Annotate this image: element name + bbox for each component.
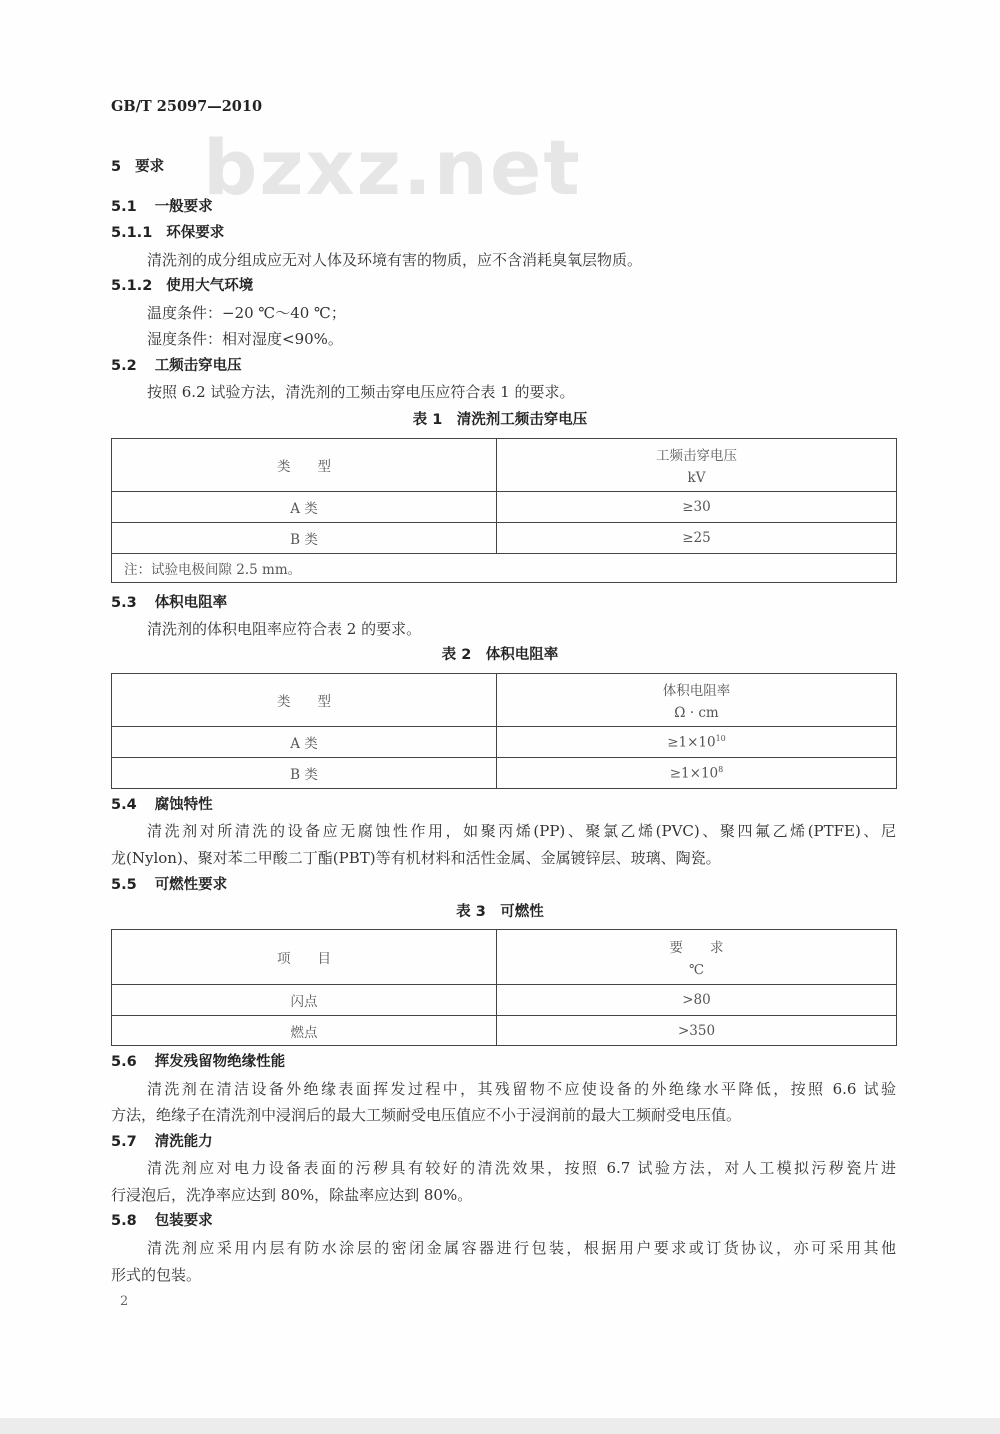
- header-unit: kV: [687, 470, 706, 486]
- temperature-condition: 温度条件：−20 ℃～40 ℃；: [147, 304, 346, 322]
- paragraph-line: 龙(Nylon)、聚对苯二甲酸二丁酯(PBT)等有机材料和活性金属、金属镀锌层、玻璃、陶瓷。: [111, 849, 721, 867]
- value-exponent: 10: [715, 733, 726, 743]
- header-label: 工频击穿电压: [656, 448, 737, 464]
- section-number: 5.1.1: [111, 225, 153, 241]
- humidity-condition: 湿度条件：相对湿度<90%。: [147, 330, 343, 348]
- paragraph-line: 清洗剂对所清洗的设备应无腐蚀性作用，如聚丙烯(PP)、聚氯乙烯(PVC)、聚四氟乙烯(PTFE)、尼: [147, 822, 896, 840]
- table-note: 注：试验电极间隙 2.5 mm。: [112, 554, 897, 583]
- value-base: ≥1×10: [667, 734, 716, 751]
- paragraph-line: 行浸泡后，洗净率应达到 80%，除盐率应达到 80%。: [111, 1186, 473, 1204]
- section-title: 挥发残留物绝缘性能: [154, 1054, 286, 1070]
- paragraph-line: 清洗剂在清洁设备外绝缘表面挥发过程中，其残留物不应使设备的外绝缘水平降低，按照 6.6 试验: [147, 1080, 896, 1098]
- table-3-caption: 表 3 可燃性: [456, 904, 544, 920]
- viewer-bottom-bar: [0, 1418, 1000, 1434]
- section-number: 5.6: [111, 1054, 137, 1070]
- section-5-5-heading: [111, 875, 227, 895]
- section-5-6-heading: [111, 1052, 285, 1072]
- section-5-7-heading: [111, 1132, 213, 1152]
- cell-value: ≥25: [497, 523, 897, 554]
- section-title: 要求: [135, 159, 165, 175]
- page-number: 2: [120, 1294, 129, 1309]
- cell-value: [497, 758, 897, 789]
- cell-value: >350: [497, 1016, 897, 1046]
- section-5-8-heading: [111, 1211, 213, 1231]
- section-5-heading: [111, 157, 164, 177]
- table-row: [112, 758, 897, 789]
- value-base: ≥1×10: [669, 765, 719, 782]
- section-number: 5.8: [111, 1213, 137, 1229]
- cell-type: A 类: [112, 727, 497, 758]
- value-exponent: 8: [718, 764, 724, 774]
- section-number: 5.1: [111, 199, 137, 215]
- header-item: 项 目: [112, 930, 497, 985]
- cell-type: B 类: [112, 523, 497, 554]
- header-voltage: [497, 439, 897, 492]
- section-title: 腐蚀特性: [154, 797, 213, 813]
- section-5-1-2-heading: [111, 276, 253, 296]
- header-unit: ℃: [688, 962, 705, 978]
- paragraph-line: 清洗剂应采用内层有防水涂层的密闭金属容器进行包装，根据用户要求或订货协议，亦可采用其他: [147, 1239, 896, 1257]
- watermark: bzxz.net: [203, 123, 582, 212]
- section-title: 清洗能力: [154, 1134, 213, 1150]
- table-row: [112, 985, 897, 1016]
- table-row: [112, 523, 897, 554]
- section-title: 环保要求: [166, 225, 225, 241]
- section-number: 5.1.2: [111, 278, 153, 294]
- section-title: 可燃性要求: [154, 877, 228, 893]
- section-number: 5.5: [111, 877, 137, 893]
- section-title: 一般要求: [154, 199, 213, 215]
- header-resistivity: [497, 674, 897, 727]
- section-title: 包装要求: [154, 1213, 213, 1229]
- table-row: [112, 1016, 897, 1046]
- table-row: [112, 492, 897, 523]
- section-number: 5.4: [111, 797, 137, 813]
- table-3: [111, 929, 897, 1046]
- cell-value: ≥30: [497, 492, 897, 523]
- header-requirement: [497, 930, 897, 985]
- standard-number: GB/T 25097—2010: [111, 98, 263, 115]
- paragraph-line: 清洗剂应对电力设备表面的污秽具有较好的清洗效果，按照 6.7 试验方法，对人工模拟污秽瓷片进: [147, 1159, 896, 1177]
- header-label: 体积电阻率: [662, 683, 731, 699]
- cell-type: A 类: [112, 492, 497, 523]
- section-number: 5.3: [111, 595, 137, 611]
- table-1: [111, 438, 897, 583]
- table-row: [112, 727, 897, 758]
- paragraph: 清洗剂的成分组成应无对人体及环境有害的物质，应不含消耗臭氧层物质。: [147, 251, 643, 269]
- section-number: 5.7: [111, 1134, 137, 1150]
- section-title: 工频击穿电压: [154, 358, 242, 374]
- section-title: 体积电阻率: [154, 595, 228, 611]
- cell-value: >80: [497, 985, 897, 1016]
- section-title: 使用大气环境: [166, 278, 254, 294]
- header-label: 要 求: [669, 940, 724, 956]
- section-5-1-1-heading: [111, 223, 224, 243]
- cell-value: [497, 727, 897, 758]
- table-2-caption: 表 2 体积电阻率: [441, 647, 559, 663]
- section-number: 5: [111, 159, 122, 175]
- section-5-4-heading: [111, 795, 213, 815]
- table-2: [111, 673, 897, 789]
- header-type: 类 型: [112, 439, 497, 492]
- section-5-2-heading: [111, 356, 242, 376]
- header-type: 类 型: [112, 674, 497, 727]
- paragraph-line: 方法，绝缘子在清洗剂中浸润后的最大工频耐受电压值应不小于浸润前的最大工频耐受电压值。: [111, 1106, 742, 1124]
- paragraph-line: 形式的包装。: [111, 1266, 202, 1284]
- section-number: 5.2: [111, 358, 137, 374]
- table-1-caption: 表 1 清洗剂工频击穿电压: [412, 412, 588, 428]
- cell-item: 闪点: [112, 985, 497, 1016]
- section-5-1-heading: [111, 197, 213, 217]
- cell-type: B 类: [112, 758, 497, 789]
- header-unit: Ω · cm: [674, 705, 719, 721]
- paragraph: 清洗剂的体积电阻率应符合表 2 的要求。: [147, 620, 422, 638]
- cell-item: 燃点: [112, 1016, 497, 1046]
- section-5-3-heading: [111, 593, 227, 613]
- paragraph: 按照 6.2 试验方法，清洗剂的工频击穿电压应符合表 1 的要求。: [147, 383, 575, 401]
